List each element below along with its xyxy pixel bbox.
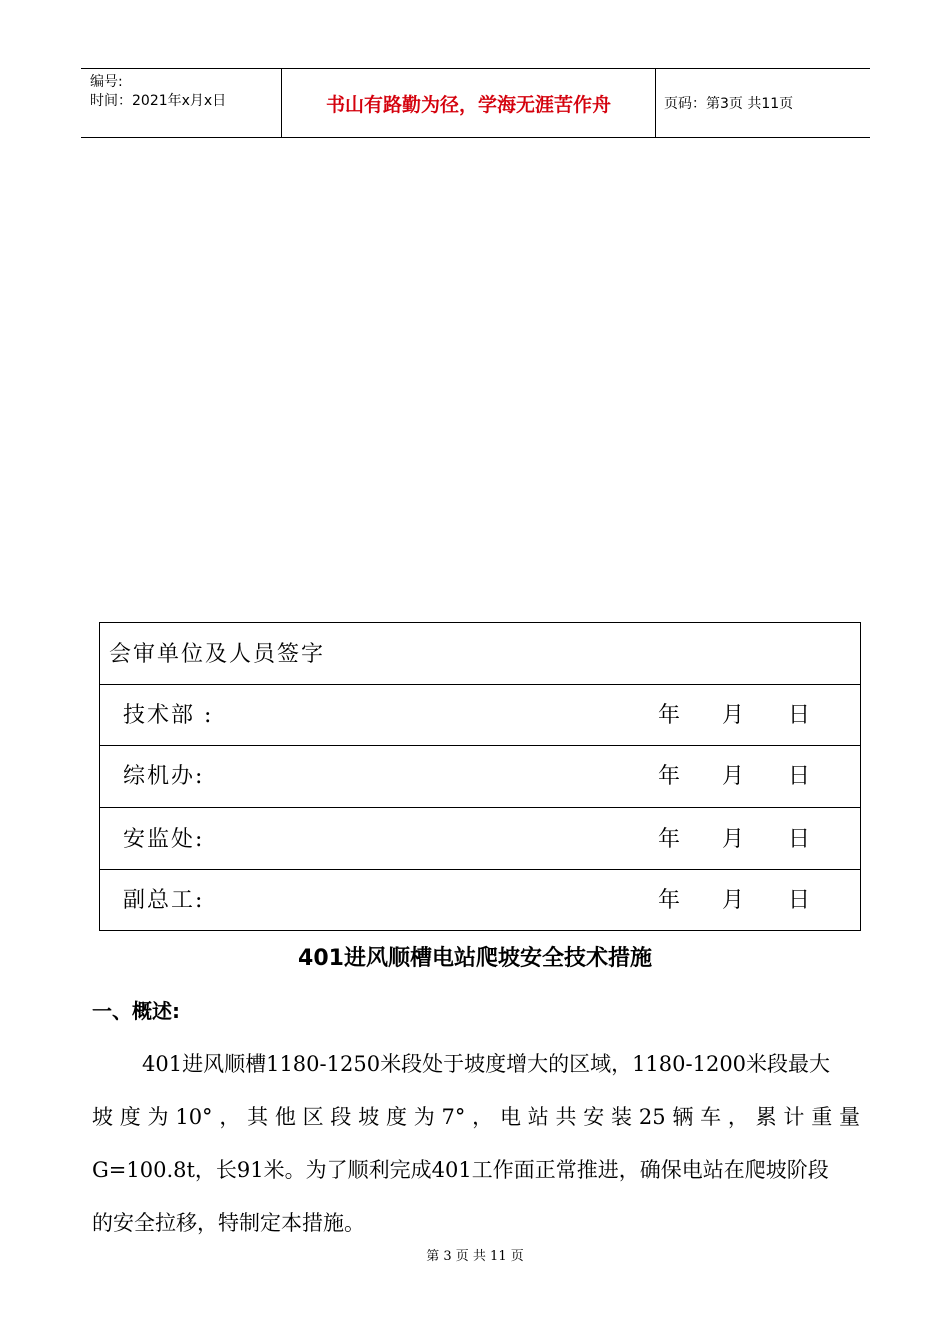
- page-info: 页码：第3页 共11页: [664, 96, 794, 112]
- signature-table: [99, 622, 861, 931]
- month-label: 月: [722, 764, 745, 789]
- month-label: 月: [722, 703, 745, 728]
- signature-label: 综机办:: [123, 764, 205, 789]
- divider: [655, 69, 656, 137]
- document-title: 401进风顺槽电站爬坡安全技术措施: [298, 946, 652, 971]
- page-header: [81, 68, 870, 138]
- section-heading: 一、概述:: [92, 999, 180, 1023]
- day-label: 日: [788, 764, 811, 789]
- signature-label: 技术部 :: [123, 703, 214, 728]
- day-label: 日: [788, 827, 811, 852]
- signature-label: 安监处:: [123, 827, 205, 852]
- day-label: 日: [788, 888, 811, 913]
- month-label: 月: [722, 827, 745, 852]
- signature-row-safety: [100, 808, 860, 870]
- paragraph-line: 401进风顺槽1180-1250米段处于坡度增大的区域，1180-1200米段最大: [142, 1052, 831, 1076]
- motto: 书山有路勤为径，学海无涯苦作舟: [325, 93, 611, 116]
- paragraph-line: G=100.8t，长91米。为了顺利完成401工作面正常推进，确保电站在爬坡阶段: [92, 1158, 829, 1182]
- signature-row-deputy: [100, 870, 860, 931]
- year-label: 年: [658, 827, 681, 852]
- year-label: 年: [658, 703, 681, 728]
- signature-table-heading-row: [100, 623, 860, 685]
- day-label: 日: [788, 703, 811, 728]
- signature-table-heading: 会审单位及人员签字: [109, 642, 326, 667]
- month-label: 月: [722, 888, 745, 913]
- time-label: 时间：2021年x月x日: [90, 93, 227, 109]
- paragraph-line: 的安全拉移，特制定本措施。: [92, 1211, 365, 1235]
- overview-paragraph: [92, 1038, 860, 1250]
- paragraph-line: 坡度为10°，其他区段坡度为7°，电站共安装25辆车，累计重量: [92, 1105, 860, 1129]
- page-footer: 第 3 页 共 11 页: [426, 1249, 524, 1264]
- signature-row-mech: [100, 746, 860, 808]
- signature-row-tech: [100, 685, 860, 746]
- header-meta: [90, 73, 226, 111]
- number-label: 编号:: [90, 74, 123, 90]
- signature-label: 副总工:: [123, 888, 205, 913]
- year-label: 年: [658, 764, 681, 789]
- year-label: 年: [658, 888, 681, 913]
